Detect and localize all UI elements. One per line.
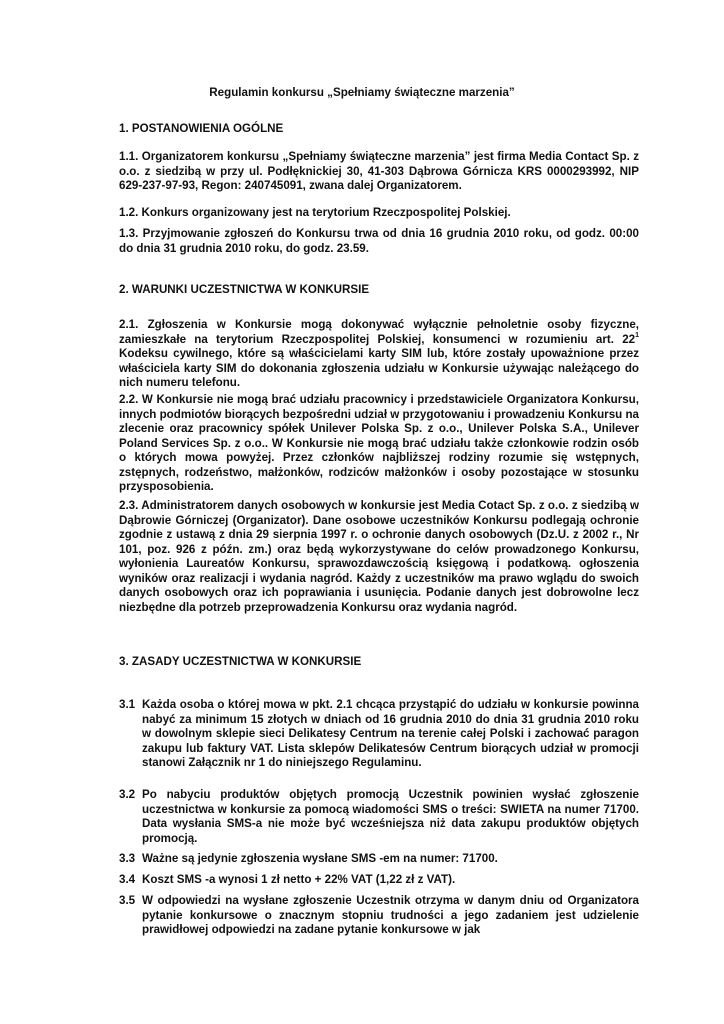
list-item-number: 3.2 xyxy=(119,788,136,801)
list-item-text: Każda osoba o której mowa w pkt. 2.1 chcąca przystąpić do udziału w konkursie powinna nabyć za minimum 15 złotych w dniach od 16 grudnia 2010 do dnia 31 grudnia 2010 roku w dowolnym sklepie sieci Delikatesy Centrum na terenie całej Polski i zachować paragon zakupu lub faktury VAT. Lista sklepów Delikatesów Centrum biorących udział w promocji stanowi Załącznik nr 1 do niniejszego Regulaminu. xyxy=(142,698,639,769)
list-item-3-5 xyxy=(119,894,639,938)
paragraph-2-2: 2.2. W Konkursie nie mogą brać udziału pracownicy i przedstawiciele Organizatora Konkursu, innych podmiotów biorących bezpośredni udział w przygotowaniu i prowadzeniu Konkursu na zlecenie oraz pracownicy spółek Unilever Polska Sp. z o.o., Unilever Polska S.A., Unilever Poland Services Sp. z o.o.. W Konkursie nie mogą brać udziału także członkowie rodzin osób o których mowa powyżej. Przez członków najbliższej rodziny rozumie się wstępnych, zstępnych, rodzeństwo, małżonków, rodziców małżonków i osoby pozostające w stosunku przysposobienia. xyxy=(119,393,639,493)
section-3-heading: 3. ZASADY UCZESTNICTWA W KONKURSIE xyxy=(119,655,362,668)
list-item-3-1 xyxy=(119,698,639,771)
list-item-number: 3.4 xyxy=(119,873,136,886)
paragraph-2-1 xyxy=(119,318,639,391)
section-2-heading: 2. WARUNKI UCZESTNICTWA W KONKURSIE xyxy=(119,283,370,296)
list-item-3-3 xyxy=(119,852,639,867)
list-item-number: 3.1 xyxy=(119,698,136,711)
paragraph-2-3: 2.3. Administratorem danych osobowych w konkursie jest Media Cotact Sp. z o.o. z siedzibą w Dąbrowie Górniczej (Organizator). Dane osobowe uczestników Konkursu podlegają ochronie zgodnie z ustawą z dnia 29 sierpnia 1997 r. o ochronie danych osobowych (Dz.U. z 2002 r., Nr 101, poz. 926 z późn. zm.) oraz będą wykorzystywane do celów prowadzonego Konkursu, wyłonienia Laureatów Konkursu, sprawozdawczością księgową i podatkową. ogłoszenia wyników oraz realizacji i wydania nagród. Każdy z uczestników ma prawo wglądu do swoich danych osobowych oraz ich poprawiania i usunięcia. Podanie danych jest dobrowolne lecz niezbędne dla potrzeb przeprowadzenia Konkursu oraz wydania nagród. xyxy=(119,499,639,614)
list-item-text: Po nabyciu produktów objętych promocją Uczestnik powinien wysłać zgłoszenie uczestnictwa w konkursie za pomocą wiadomości SMS o treści: SWIETA na numer 71700. Data wysłania SMS-a nie może być wcześniejsza niż data zakupu produktów objętych promocją. xyxy=(142,788,639,845)
list-item-number: 3.3 xyxy=(119,852,136,865)
list-item-text: Koszt SMS -a wynosi 1 zł netto + 22% VAT (1,22 zł z VAT). xyxy=(142,873,456,886)
document-title: Regulamin konkursu „Spełniamy świąteczne marzenia” xyxy=(209,86,515,99)
paragraph-1-1: 1.1. Organizatorem konkursu „Spełniamy świąteczne marzenia” jest firma Media Contact Sp. z o.o. z siedzibą w przy ul. Podłęknickiej 30, 41-303 Dąbrowa Górnicza KRS 0000293992, NIP 629-237-97-93, Regon: 240745091, zwana dalej Organizatorem. xyxy=(119,150,639,192)
list-item-3-4 xyxy=(119,873,639,888)
section-1-heading: 1. POSTANOWIENIA OGÓLNE xyxy=(119,122,284,135)
paragraph-1-3: 1.3. Przyjmowanie zgłoszeń do Konkursu trwa od dnia 16 grudnia 2010 roku, od godz. 00:00 do dnia 31 grudnia 2010 roku, do godz. 23.59. xyxy=(119,227,639,255)
list-item-text: Ważne są jedynie zgłoszenia wysłane SMS -em na numer: 71700. xyxy=(142,852,498,865)
paragraph-2-1-text-cont: Kodeksu cywilnego, które są właścicielami karty SIM lub, które zostały upoważnione przez właściciela karty SIM do dokonania zgłoszenia udziału w Konkursie używając należącego do nich numeru telefonu. xyxy=(119,347,639,389)
list-item-text: W odpowiedzi na wysłane zgłoszenie Uczestnik otrzyma w danym dniu od Organizatora pytanie konkursowe o znacznym stopniu trudności a jego zadaniem jest udzielenie prawidłowej odpowiedzi na zadane pytanie konkursowe w jak xyxy=(142,894,639,936)
list-item-number: 3.5 xyxy=(119,894,136,907)
paragraph-1-2: 1.2. Konkurs organizowany jest na terytorium Rzeczpospolitej Polskiej. xyxy=(119,206,511,219)
footnote-marker: 1 xyxy=(635,331,639,339)
list-item-3-2 xyxy=(119,788,639,846)
paragraph-2-1-text: 2.1. Zgłoszenia w Konkursie mogą dokonywać wyłącznie pełnoletnie osoby fizyczne, zamieszkałe na terytorium Rzeczpospolitej Polskiej, konsumenci w rozumieniu art. 22 xyxy=(119,318,639,346)
